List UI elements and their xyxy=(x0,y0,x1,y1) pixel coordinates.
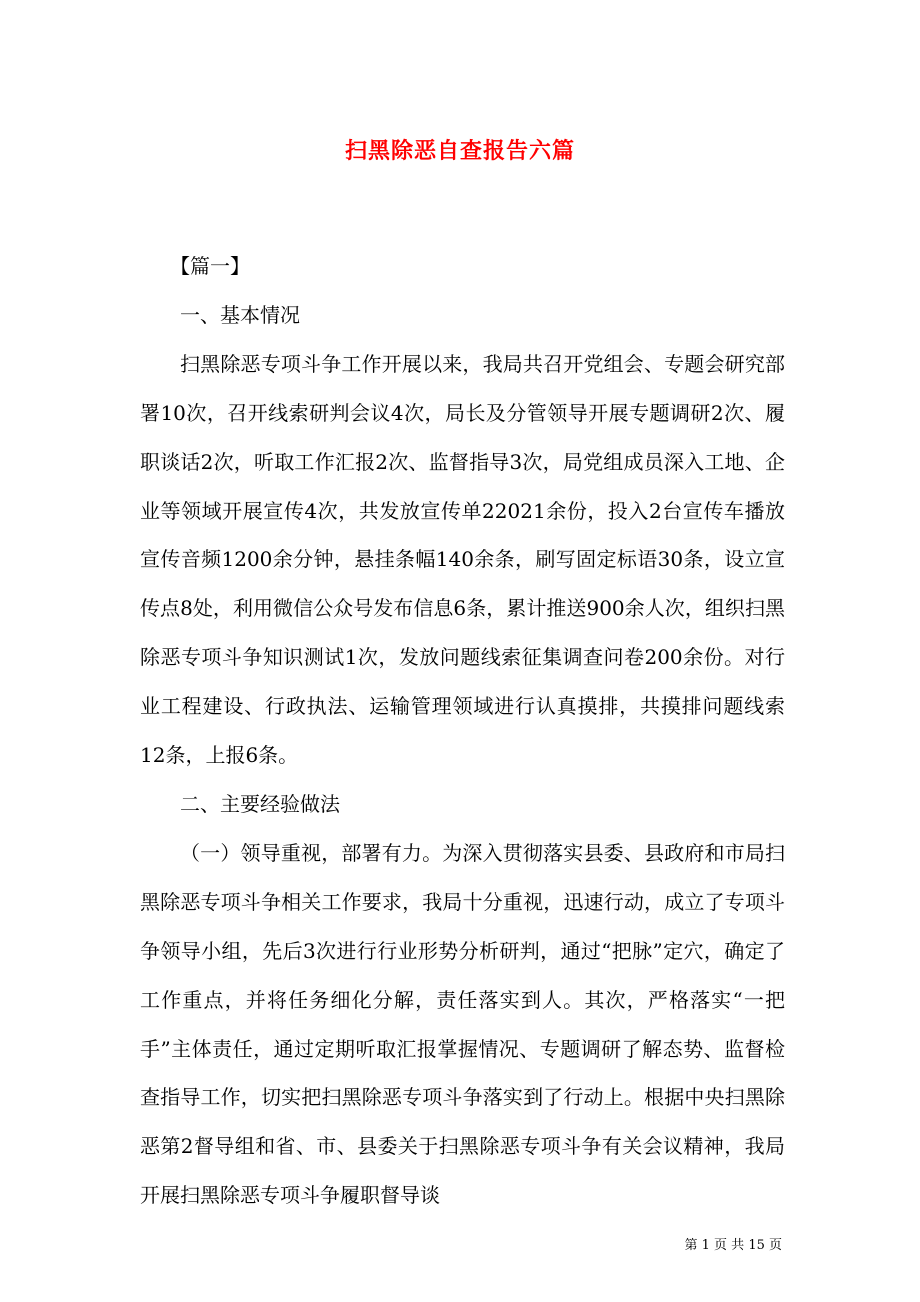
document-title: 扫黑除恶自查报告六篇 xyxy=(344,137,575,164)
document-body xyxy=(140,242,785,1220)
section-heading-main-experience: 二、主要经验做法 xyxy=(180,791,340,816)
section-marker: 【篇一】 xyxy=(170,254,250,278)
page-number-label: 第 1 页 共 15 页 xyxy=(684,1238,782,1253)
paragraph-leadership: （一）领导重视，部署有力。为深入贯彻落实县委、县政府和市局扫黑除恶专项斗争相关工作要求，我局十分重视，迅速行动，成立了专项斗争领导小组，先后3次进行行业形势分析研判，通过“把脉”定穴，确定了工作重点，并将任务细化分解，责任落实到人。其次，严格落实“一把手”主体责任，通过定期听取汇报掌握情况、专题调研了解态势、监督检查指导工作，切实把扫黑除恶专项斗争落实到了行动上。根据中央扫黑除恶第2督导组和省、市、县委关于扫黑除恶专项斗争有关会议精神，我局开展扫黑除恶专项斗争履职督导谈 xyxy=(140,840,785,1208)
page-number-footer xyxy=(620,1236,782,1256)
section-heading-basic-situation: 一、基本情况 xyxy=(180,302,300,327)
paragraph-basic-situation: 扫黑除恶专项斗争工作开展以来，我局共召开党组会、专题会研究部署10次，召开线索研判会议4次，局长及分管领导开展专题调研2次、履职谈话2次，听取工作汇报2次、监督指导3次，局党组成员深入工地、企业等领域开展宣传4次，共发放宣传单22021余份，投入2台宣传车播放宣传音频1200余分钟，悬挂条幅140余条，刷写固定标语30条，设立宣传点8处，利用微信公众号发布信息6条，累计推送900余人次，组织扫黑除恶专项斗争知识测试1次，发放问题线索征集调查问卷200余份。对行业工程建设、行政执法、运输管理领域进行认真摸排，共摸排问题线索12条，上报6条。 xyxy=(140,351,785,768)
